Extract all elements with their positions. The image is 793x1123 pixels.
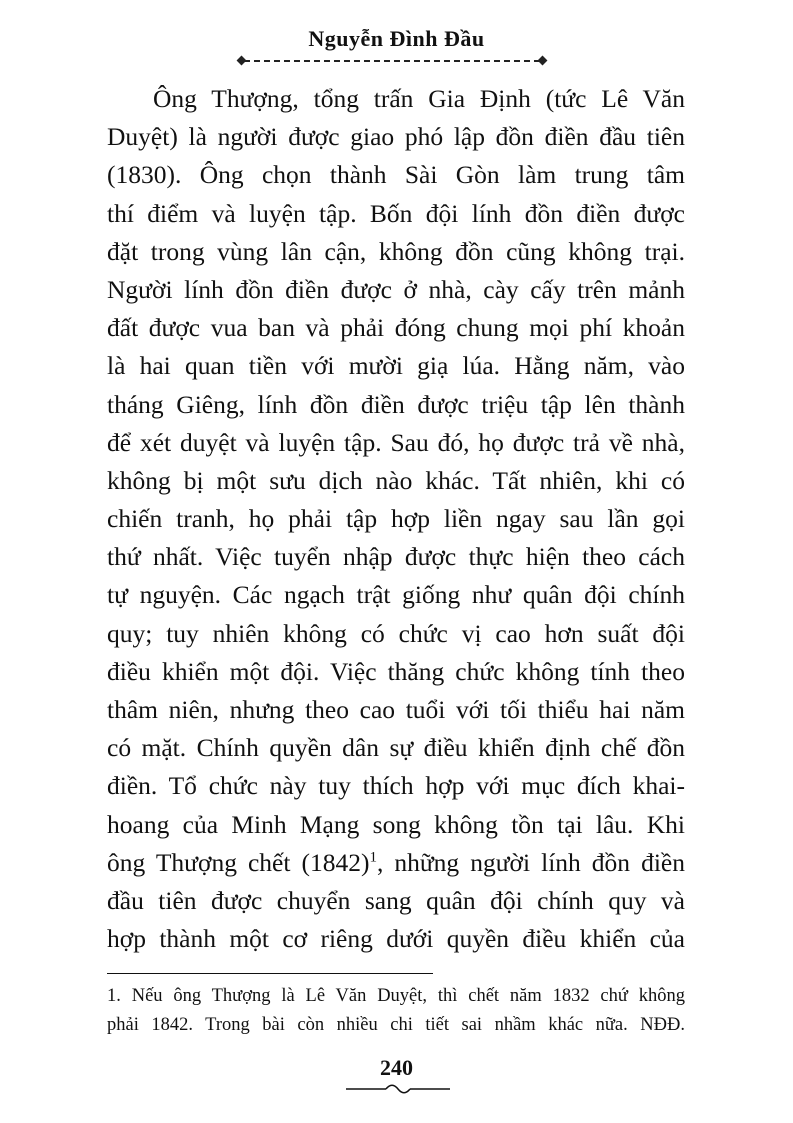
body-line: đặt trong vùng lân cận, không đồn cũng không trại.	[107, 236, 685, 266]
body-line: quy; tuy nhiên không có chức vị cao hơn suất đội	[107, 618, 685, 648]
body-line-part: ông Thượng chết (1842)	[107, 847, 370, 877]
page-number: 240	[380, 1055, 413, 1080]
body-line: không bị một sưu dịch nào khác. Tất nhiên, khi có	[107, 465, 685, 495]
body-line-part: , những người lính đồn điền	[376, 847, 685, 877]
footnote-line: phải 1842. Trong bài còn nhiều chi tiết sai nhầm khác nữa. NĐĐ.	[107, 1015, 685, 1035]
body-line: đầu tiên được chuyển sang quân đội chính quy và	[107, 885, 685, 915]
footnote-line: 1. Nếu ông Thượng là Lê Văn Duyệt, thì chết năm 1832 chứ không	[107, 986, 685, 1006]
body-line: thâm niên, nhưng theo cao tuổi với tối thiểu hai năm	[107, 695, 685, 724]
body-line: điều khiển một đội. Việc thăng chức không tính theo	[107, 656, 685, 686]
body-line: (1830). Ông chọn thành Sài Gòn làm trung tâm	[107, 160, 685, 190]
body-line: điền. Tổ chức này tuy thích hợp với mục đích khai-	[107, 771, 685, 801]
footnote-section	[107, 982, 685, 1040]
page-number-ornament	[346, 1084, 450, 1094]
body-line: hợp thành một cơ riêng dưới quyền điều khiển của	[107, 924, 685, 954]
footnote-reference: 1	[369, 849, 377, 866]
footnote-divider	[107, 973, 433, 974]
body-line: thí điểm và luyện tập. Bốn đội lính đồn điền được	[107, 198, 685, 228]
body-line: có mặt. Chính quyền dân sự điều khiển định chế đồn	[107, 733, 685, 763]
body-line: Ông Thượng, tổng trấn Gia Định (tức Lê Văn	[153, 84, 685, 113]
body-line: để xét duyệt và luyện tập. Sau đó, họ được trả về nhà,	[107, 427, 685, 457]
body-text	[107, 80, 685, 958]
body-line: đất được vua ban và phải đóng chung mọi phí khoản	[107, 313, 685, 343]
header-ornamental-rule	[244, 60, 540, 62]
body-line: Người lính đồn điền được ở nhà, cày cấy trên mảnh	[107, 274, 685, 304]
body-line-with-footnote-ref	[107, 844, 685, 882]
body-line: hoang của Minh Mạng song không tồn tại lâu. Khi	[107, 809, 685, 839]
body-line: chiến tranh, họ phải tập hợp liền ngay sau lần gọi	[107, 504, 685, 534]
running-head-author: Nguyễn Đình Đầu	[308, 26, 485, 51]
body-line: thứ nhất. Việc tuyển nhập được thực hiện theo cách	[107, 542, 685, 572]
body-line: tháng Giêng, lính đồn điền được triệu tập lên thành	[107, 389, 685, 419]
body-line: là hai quan tiền với mười giạ lúa. Hằng năm, vào	[107, 351, 685, 381]
body-line: Duyệt) là người được giao phó lập đồn điền đầu tiên	[107, 122, 685, 152]
body-line: tự nguyện. Các ngạch trật giống như quân đội chính	[107, 580, 685, 610]
